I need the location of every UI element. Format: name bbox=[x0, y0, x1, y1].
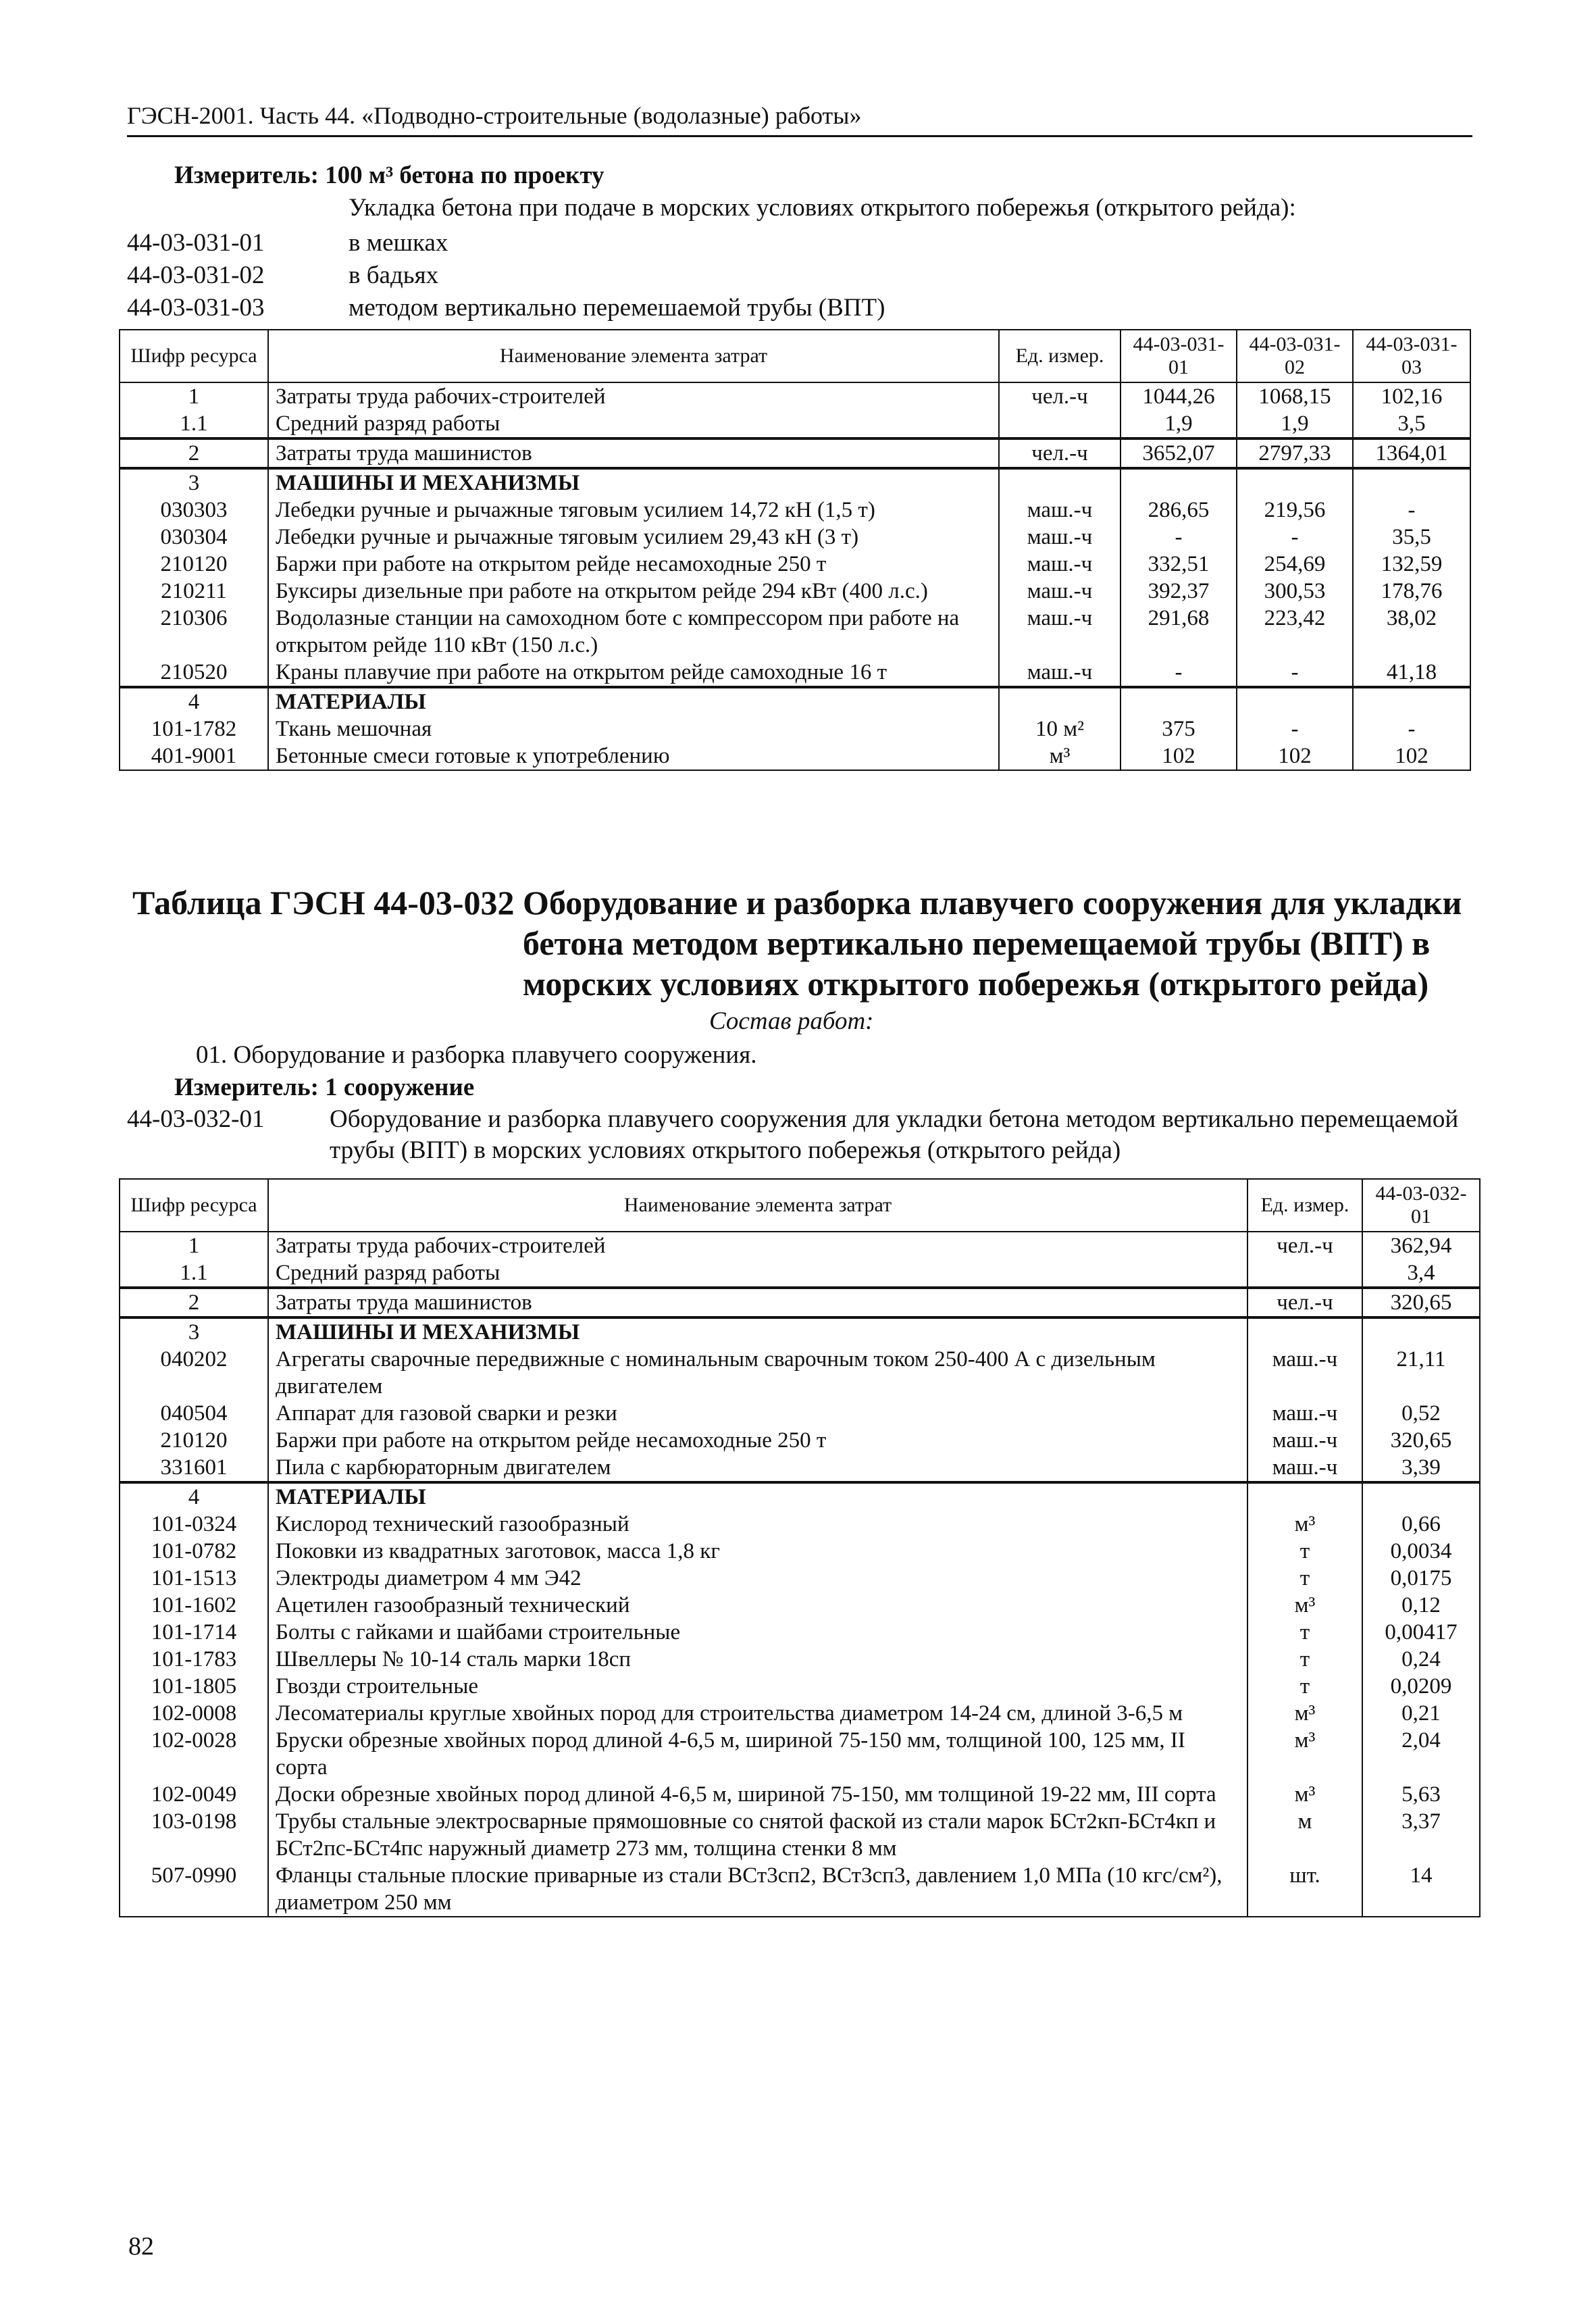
cost-item-name-cell: Ткань мешочная bbox=[268, 715, 999, 743]
col-header-unit: Ед. измер. bbox=[999, 330, 1121, 382]
resource-code-cell: 210306 bbox=[120, 605, 268, 659]
resource-code-cell: 101-1805 bbox=[120, 1673, 268, 1700]
variant-1-value-cell: 3652,07 bbox=[1121, 438, 1237, 468]
col-header-variant-1: 44-03-032-01 bbox=[1362, 1179, 1480, 1232]
unit-cell: м³ bbox=[999, 743, 1121, 770]
table-row bbox=[120, 1646, 1480, 1673]
variant-1-value-cell: 3,39 bbox=[1362, 1454, 1480, 1482]
variant-code: 44-03-031-03 bbox=[127, 294, 265, 322]
unit-cell bbox=[1247, 1259, 1362, 1288]
variant-1-value-cell: 3,37 bbox=[1362, 1808, 1480, 1862]
cost-item-name-cell: Трубы стальные электросварные прямошовные со снятой фаской из стали марок БСт2кп-БСт4кп и БСт2пс-БСт4пс наружный диаметр 273 мм, толщина стенки 8 мм bbox=[268, 1808, 1247, 1862]
cost-item-name-cell: Затраты труда машинистов bbox=[268, 438, 999, 468]
unit-cell: м bbox=[1247, 1808, 1362, 1862]
variant-row bbox=[127, 227, 885, 259]
cost-item-name-cell: Лебедки ручные и рычажные тяговым усилием 29,43 кН (3 т) bbox=[268, 524, 999, 551]
variant-2-value-cell: - bbox=[1237, 524, 1353, 551]
variant-1-value-cell: 392,37 bbox=[1121, 578, 1237, 605]
unit-cell bbox=[1247, 1317, 1362, 1346]
cost-item-name-cell: МАТЕРИАЛЫ bbox=[268, 687, 999, 715]
variant-3-value-cell: 102,16 bbox=[1353, 382, 1470, 410]
table-row bbox=[120, 1317, 1480, 1346]
variant-code: 44-03-032-01 bbox=[127, 1105, 265, 1133]
variant-1-value-cell: 102 bbox=[1121, 743, 1237, 770]
resource-code-cell: 030303 bbox=[120, 497, 268, 524]
resource-code-cell: 102-0008 bbox=[120, 1700, 268, 1727]
cost-item-name-cell: МАШИНЫ И МЕХАНИЗМЫ bbox=[268, 468, 999, 497]
variant-2-value-cell: - bbox=[1237, 659, 1353, 687]
variant-1-value-cell: 320,65 bbox=[1362, 1288, 1480, 1317]
table-row bbox=[120, 1259, 1480, 1288]
variant-3-value-cell: 1364,01 bbox=[1353, 438, 1470, 468]
table-header-row bbox=[120, 330, 1470, 382]
cost-item-name-cell: Гвозди строительные bbox=[268, 1673, 1247, 1700]
resource-code-cell: 1.1 bbox=[120, 410, 268, 438]
variant-3-value-cell: 178,76 bbox=[1353, 578, 1470, 605]
resource-code-cell: 401-9001 bbox=[120, 743, 268, 770]
col-header-code: Шифр ресурса bbox=[120, 330, 268, 382]
variant-text: в мешках bbox=[349, 229, 448, 257]
variant-3-value-cell bbox=[1353, 687, 1470, 715]
variant-1-value-cell: 3,4 bbox=[1362, 1259, 1480, 1288]
table-row bbox=[120, 410, 1470, 438]
resource-code-cell: 101-0782 bbox=[120, 1538, 268, 1565]
variant-1-value-cell: 375 bbox=[1121, 715, 1237, 743]
variant-2-value-cell bbox=[1237, 687, 1353, 715]
cost-item-name-cell: Затраты труда машинистов bbox=[268, 1288, 1247, 1317]
variant-3-value-cell: 3,5 bbox=[1353, 410, 1470, 438]
unit-cell bbox=[999, 687, 1121, 715]
work-composition-title: Состав работ: bbox=[709, 1007, 874, 1035]
resource-code-cell: 102-0028 bbox=[120, 1727, 268, 1781]
resource-code-cell: 040504 bbox=[120, 1400, 268, 1427]
variant-2-value-cell: 2797,33 bbox=[1237, 438, 1353, 468]
variant-2-value-cell: 223,42 bbox=[1237, 605, 1353, 659]
variant-1-value-cell: 2,04 bbox=[1362, 1727, 1480, 1781]
variant-1-value-cell: 0,0209 bbox=[1362, 1673, 1480, 1700]
variant-2-value-cell: 1,9 bbox=[1237, 410, 1353, 438]
variant-1-value-cell: 1,9 bbox=[1121, 410, 1237, 438]
variant-1-value-cell bbox=[1362, 1482, 1480, 1511]
unit-cell: м³ bbox=[1247, 1700, 1362, 1727]
resource-code-cell: 101-1513 bbox=[120, 1565, 268, 1592]
variant-1-value-cell: 21,11 bbox=[1362, 1346, 1480, 1400]
unit-cell: чел.-ч bbox=[1247, 1288, 1362, 1317]
variant-1-value-cell bbox=[1121, 468, 1237, 497]
unit-cell bbox=[1247, 1482, 1362, 1511]
resource-code-cell: 4 bbox=[120, 687, 268, 715]
table-row bbox=[120, 1427, 1480, 1454]
resource-code-cell: 507-0990 bbox=[120, 1862, 268, 1917]
unit-cell: т bbox=[1247, 1619, 1362, 1646]
cost-item-name-cell: Электроды диаметром 4 мм Э42 bbox=[268, 1565, 1247, 1592]
table-row bbox=[120, 551, 1470, 578]
page-header: ГЭСН-2001. Часть 44. «Подводно-строительные (водолазные) работы» bbox=[127, 101, 1472, 137]
col-header-unit: Ед. измер. bbox=[1247, 1179, 1362, 1232]
table-row bbox=[120, 1482, 1480, 1511]
variant-text: методом вертикально перемешаемой трубы (ВПТ) bbox=[349, 294, 885, 322]
table-row bbox=[120, 1673, 1480, 1700]
table-row bbox=[120, 1232, 1480, 1259]
table2-body bbox=[120, 1232, 1480, 1917]
table2-title bbox=[132, 882, 1476, 1004]
cost-item-name-cell: Лебедки ручные и рычажные тяговым усилием 14,72 кН (1,5 т) bbox=[268, 497, 999, 524]
page-number: 82 bbox=[128, 2232, 154, 2261]
cost-item-name-cell: Фланцы стальные плоские приварные из стали ВСт3сп2, ВСт3сп3, давлением 1,0 МПа (10 кгс/см²), диаметром 250 мм bbox=[268, 1862, 1247, 1917]
table2-variant bbox=[127, 1104, 1518, 1166]
table-row bbox=[120, 1288, 1480, 1317]
resource-code-cell: 1 bbox=[120, 382, 268, 410]
variant-1-value-cell: 0,0175 bbox=[1362, 1565, 1480, 1592]
table-row bbox=[120, 524, 1470, 551]
cost-item-name-cell: Затраты труда рабочих-строителей bbox=[268, 382, 999, 410]
unit-cell: маш.-ч bbox=[1247, 1346, 1362, 1400]
variant-3-value-cell: 38,02 bbox=[1353, 605, 1470, 659]
cost-item-name-cell: Баржи при работе на открытом рейде несамоходные 250 т bbox=[268, 551, 999, 578]
variant-3-value-cell: 102 bbox=[1353, 743, 1470, 770]
table-row bbox=[120, 687, 1470, 715]
variant-2-value-cell: 219,56 bbox=[1237, 497, 1353, 524]
cost-item-name-cell: Буксиры дизельные при работе на открытом рейде 294 кВт (400 л.с.) bbox=[268, 578, 999, 605]
resource-code-cell: 331601 bbox=[120, 1454, 268, 1482]
unit-cell: чел.-ч bbox=[999, 438, 1121, 468]
table-row bbox=[120, 1538, 1480, 1565]
variant-1-value-cell: 0,0034 bbox=[1362, 1538, 1480, 1565]
cost-item-name-cell: Доски обрезные хвойных пород длиной 4-6,5 м, шириной 75-150, мм толщиной 19-22 мм, III сорта bbox=[268, 1781, 1247, 1808]
table2-title-line: бетона методом вертикально перемещаемой трубы (ВПТ) в bbox=[523, 924, 1431, 962]
variant-1-value-cell: 0,24 bbox=[1362, 1646, 1480, 1673]
resource-code-cell: 1.1 bbox=[120, 1259, 268, 1288]
cost-item-name-cell: Швеллеры № 10-14 сталь марки 18сп bbox=[268, 1646, 1247, 1673]
col-header-name: Наименование элемента затрат bbox=[268, 330, 999, 382]
variant-1-value-cell: 0,66 bbox=[1362, 1511, 1480, 1538]
variant-3-value-cell: 132,59 bbox=[1353, 551, 1470, 578]
table1-body bbox=[120, 382, 1470, 770]
table-row bbox=[120, 1619, 1480, 1646]
variant-1-value-cell: - bbox=[1121, 659, 1237, 687]
cost-item-name-cell: Затраты труда рабочих-строителей bbox=[268, 1232, 1247, 1259]
resource-code-cell: 101-1714 bbox=[120, 1619, 268, 1646]
resource-code-cell: 210120 bbox=[120, 1427, 268, 1454]
cost-item-name-cell: Баржи при работе на открытом рейде несамоходные 250 т bbox=[268, 1427, 1247, 1454]
resource-code-cell: 2 bbox=[120, 438, 268, 468]
unit-cell: м³ bbox=[1247, 1511, 1362, 1538]
table-row bbox=[120, 1346, 1480, 1400]
variant-2-value-cell: - bbox=[1237, 715, 1353, 743]
cost-item-name-cell: Средний разряд работы bbox=[268, 1259, 1247, 1288]
cost-item-name-cell: МАШИНЫ И МЕХАНИЗМЫ bbox=[268, 1317, 1247, 1346]
cost-item-name-cell: МАТЕРИАЛЫ bbox=[268, 1482, 1247, 1511]
unit-cell: чел.-ч bbox=[1247, 1232, 1362, 1259]
cost-item-name-cell: Бетонные смеси готовые к употреблению bbox=[268, 743, 999, 770]
table-row bbox=[120, 743, 1470, 770]
table2-title-line: морских условиях открытого побережья (открытого рейда) bbox=[523, 965, 1429, 1003]
col-header-name: Наименование элемента затрат bbox=[268, 1179, 1247, 1232]
unit-cell: м³ bbox=[1247, 1592, 1362, 1619]
variant-text: Оборудование и разборка плавучего сооружения для укладки бетона методом вертикально перемещаемой трубы (ВПТ) в морских условиях открытого побережья (открытого рейда) bbox=[330, 1105, 1459, 1164]
cost-item-name-cell: Поковки из квадратных заготовок, масса 1,8 кг bbox=[268, 1538, 1247, 1565]
cost-table-44-03-031 bbox=[119, 329, 1471, 771]
variant-1-value-cell: 1044,26 bbox=[1121, 382, 1237, 410]
variant-2-value-cell bbox=[1237, 468, 1353, 497]
table-row bbox=[120, 1400, 1480, 1427]
variant-row bbox=[127, 259, 885, 292]
resource-code-cell: 210211 bbox=[120, 578, 268, 605]
unit-cell: маш.-ч bbox=[1247, 1427, 1362, 1454]
variant-code: 44-03-031-02 bbox=[127, 261, 265, 289]
table-row bbox=[120, 1454, 1480, 1482]
variant-1-value-cell bbox=[1362, 1317, 1480, 1346]
cost-item-name-cell: Водолазные станции на самоходном боте с компрессором при работе на открытом рейде 110 кВт (150 л.с.) bbox=[268, 605, 999, 659]
table-row bbox=[120, 605, 1470, 659]
cost-item-name-cell: Агрегаты сварочные передвижные с номинальным сварочным током 250-400 А с дизельным двигателем bbox=[268, 1346, 1247, 1400]
unit-cell: маш.-ч bbox=[999, 551, 1121, 578]
variant-1-value-cell: 291,68 bbox=[1121, 605, 1237, 659]
table1-meter: Измеритель: 100 м³ бетона по проекту bbox=[174, 161, 604, 189]
col-header-code: Шифр ресурса bbox=[120, 1179, 268, 1232]
resource-code-cell: 3 bbox=[120, 1317, 268, 1346]
variant-2-value-cell: 300,53 bbox=[1237, 578, 1353, 605]
resource-code-cell: 102-0049 bbox=[120, 1781, 268, 1808]
variant-1-value-cell: 0,00417 bbox=[1362, 1619, 1480, 1646]
variant-row bbox=[127, 292, 885, 324]
table-row bbox=[120, 1565, 1480, 1592]
resource-code-cell: 101-0324 bbox=[120, 1511, 268, 1538]
resource-code-cell: 4 bbox=[120, 1482, 268, 1511]
unit-cell: т bbox=[1247, 1646, 1362, 1673]
unit-cell: маш.-ч bbox=[999, 605, 1121, 659]
variant-2-value-cell: 254,69 bbox=[1237, 551, 1353, 578]
resource-code-cell: 2 bbox=[120, 1288, 268, 1317]
table-row bbox=[120, 1862, 1480, 1917]
col-header-variant-3: 44-03-031-03 bbox=[1353, 330, 1470, 382]
cost-item-name-cell: Пила с карбюраторным двигателем bbox=[268, 1454, 1247, 1482]
variant-code: 44-03-031-01 bbox=[127, 229, 265, 257]
unit-cell: 10 м² bbox=[999, 715, 1121, 743]
table-row bbox=[120, 715, 1470, 743]
table1-caption: Укладка бетона при подаче в морских условиях открытого побережья (открытого рейда): bbox=[349, 194, 1296, 222]
variant-1-value-cell: 286,65 bbox=[1121, 497, 1237, 524]
variant-1-value-cell: 362,94 bbox=[1362, 1232, 1480, 1259]
variant-1-value-cell bbox=[1121, 687, 1237, 715]
variant-3-value-cell: 35,5 bbox=[1353, 524, 1470, 551]
cost-item-name-cell: Аппарат для газовой сварки и резки bbox=[268, 1400, 1247, 1427]
variant-1-value-cell: 320,65 bbox=[1362, 1427, 1480, 1454]
variant-3-value-cell: - bbox=[1353, 715, 1470, 743]
cost-item-name-cell: Лесоматериалы круглые хвойных пород для строительства диаметром 14-24 см, длиной 3-6,5 м bbox=[268, 1700, 1247, 1727]
table-row bbox=[120, 497, 1470, 524]
unit-cell: маш.-ч bbox=[999, 659, 1121, 687]
resource-code-cell: 103-0198 bbox=[120, 1808, 268, 1862]
unit-cell: шт. bbox=[1247, 1862, 1362, 1917]
variant-2-value-cell: 102 bbox=[1237, 743, 1353, 770]
cost-item-name-cell: Ацетилен газообразный технический bbox=[268, 1592, 1247, 1619]
table1-variants bbox=[127, 227, 885, 324]
table-row bbox=[120, 438, 1470, 468]
cost-item-name-cell: Краны плавучие при работе на открытом рейде самоходные 16 т bbox=[268, 659, 999, 687]
table2-meter: Измеритель: 1 сооружение bbox=[174, 1074, 475, 1101]
resource-code-cell: 1 bbox=[120, 1232, 268, 1259]
table-row bbox=[120, 1808, 1480, 1862]
variant-3-value-cell bbox=[1353, 468, 1470, 497]
table-row bbox=[120, 1781, 1480, 1808]
col-header-variant-1: 44-03-031-01 bbox=[1121, 330, 1237, 382]
unit-cell: т bbox=[1247, 1565, 1362, 1592]
resource-code-cell: 101-1602 bbox=[120, 1592, 268, 1619]
variant-text: в бадьях bbox=[349, 261, 439, 289]
unit-cell: маш.-ч bbox=[1247, 1400, 1362, 1427]
unit-cell: м³ bbox=[1247, 1727, 1362, 1781]
resource-code-cell: 101-1782 bbox=[120, 715, 268, 743]
unit-cell: чел.-ч bbox=[999, 382, 1121, 410]
variant-1-value-cell: 0,21 bbox=[1362, 1700, 1480, 1727]
unit-cell: маш.-ч bbox=[1247, 1454, 1362, 1482]
resource-code-cell: 210120 bbox=[120, 551, 268, 578]
unit-cell: м³ bbox=[1247, 1781, 1362, 1808]
variant-1-value-cell: 5,63 bbox=[1362, 1781, 1480, 1808]
resource-code-cell: 101-1783 bbox=[120, 1646, 268, 1673]
cost-item-name-cell: Бруски обрезные хвойных пород длиной 4-6,5 м, шириной 75-150 мм, толщиной 100, 125 мм, II сорта bbox=[268, 1727, 1247, 1781]
cost-item-name-cell: Болты с гайками и шайбами строительные bbox=[268, 1619, 1247, 1646]
cost-item-name-cell: Кислород технический газообразный bbox=[268, 1511, 1247, 1538]
table-row bbox=[120, 1511, 1480, 1538]
table-row bbox=[120, 382, 1470, 410]
unit-cell: т bbox=[1247, 1673, 1362, 1700]
table-row bbox=[120, 578, 1470, 605]
variant-3-value-cell: - bbox=[1353, 497, 1470, 524]
unit-cell: маш.-ч bbox=[999, 578, 1121, 605]
resource-code-cell: 3 bbox=[120, 468, 268, 497]
resource-code-cell: 210520 bbox=[120, 659, 268, 687]
variant-1-value-cell: 0,12 bbox=[1362, 1592, 1480, 1619]
table-row bbox=[120, 468, 1470, 497]
variant-1-value-cell: 0,52 bbox=[1362, 1400, 1480, 1427]
cost-item-name-cell: Средний разряд работы bbox=[268, 410, 999, 438]
table2-title-line: Таблица ГЭСН 44-03-032 Оборудование и разборка плавучего сооружения для укладки bbox=[132, 884, 1462, 922]
resource-code-cell: 040202 bbox=[120, 1346, 268, 1400]
table-row bbox=[120, 1727, 1480, 1781]
variant-3-value-cell: 41,18 bbox=[1353, 659, 1470, 687]
unit-cell: маш.-ч bbox=[999, 524, 1121, 551]
unit-cell: маш.-ч bbox=[999, 497, 1121, 524]
work-composition-item: 01. Оборудование и разборка плавучего сооружения. bbox=[196, 1041, 757, 1069]
variant-1-value-cell: 14 bbox=[1362, 1862, 1480, 1917]
table-row bbox=[120, 659, 1470, 687]
variant-1-value-cell: 332,51 bbox=[1121, 551, 1237, 578]
variant-2-value-cell: 1068,15 bbox=[1237, 382, 1353, 410]
unit-cell: т bbox=[1247, 1538, 1362, 1565]
col-header-variant-2: 44-03-031-02 bbox=[1237, 330, 1353, 382]
variant-1-value-cell: - bbox=[1121, 524, 1237, 551]
table-row bbox=[120, 1700, 1480, 1727]
table-header-row bbox=[120, 1179, 1480, 1232]
table-row bbox=[120, 1592, 1480, 1619]
cost-table-44-03-032 bbox=[119, 1178, 1481, 1917]
unit-cell bbox=[999, 468, 1121, 497]
unit-cell bbox=[999, 410, 1121, 438]
resource-code-cell: 030304 bbox=[120, 524, 268, 551]
